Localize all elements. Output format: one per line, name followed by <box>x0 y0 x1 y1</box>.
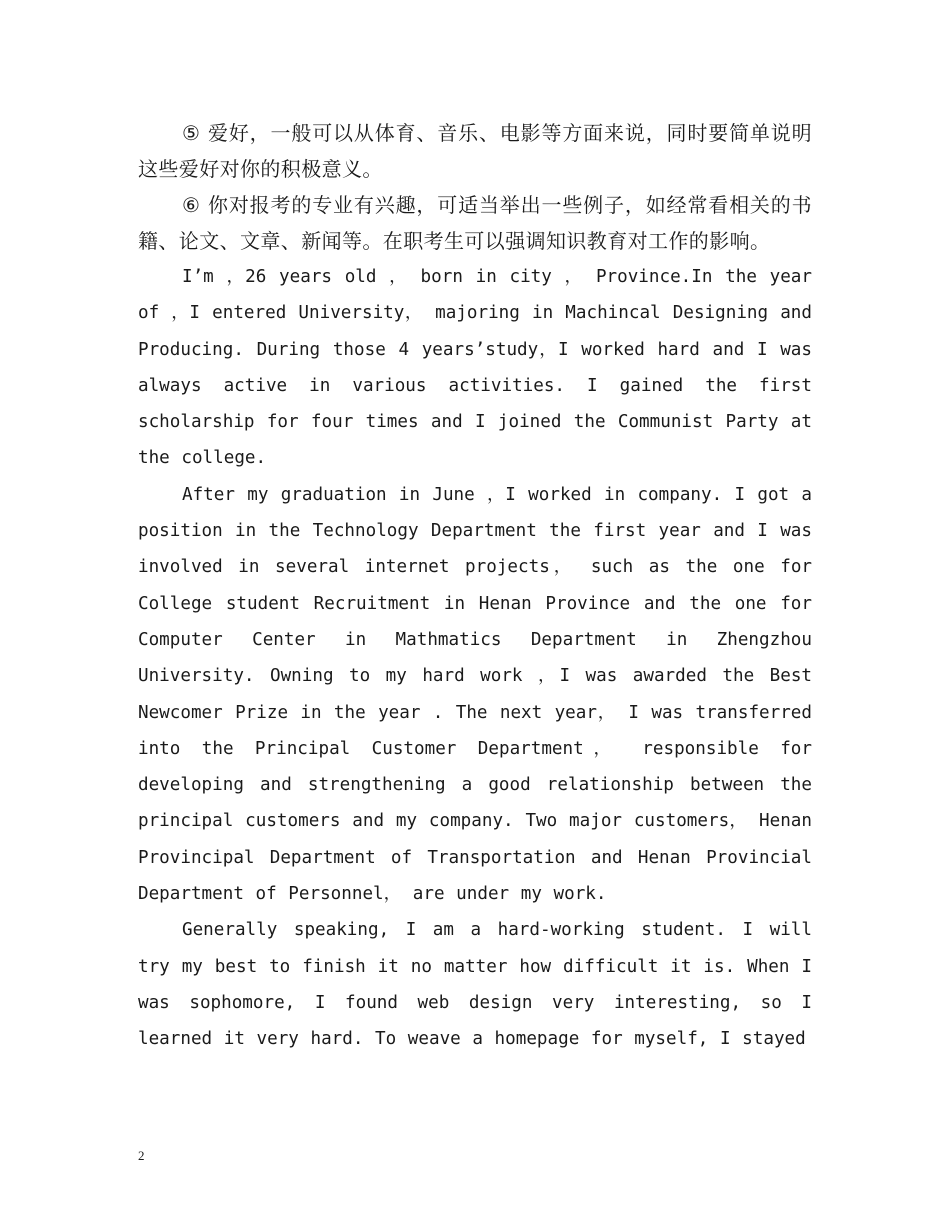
paragraph-self-introduction: I’m ，26 years old ， born in city ， Province.In the year of ，I entered University， majoring in Machincal Designing and Producing. During those 4 years’study，I worked hard and I was always active in various activities. I gained the first scholarship for four times and I joined the Communist Party at the college. <box>138 267 812 469</box>
paragraph-major-interest: ⑥ 你对报考的专业有兴趣，可适当举出一些例子，如经常看相关的书籍、论文、文章、新闻等。在职考生可以强调知识教育对工作的影响。 <box>138 193 812 253</box>
paragraph-work-experience: After my graduation in June ，I worked in company. I got a position in the Technology Department the first year and I was involved in several internet projects， such as the one for College student Recruitment in Henan Province and the one for Computer Center in Mathmatics Department in Zhengzhou University. Owning to my hard work ，I was awarded the Best Newcomer Prize in the year . The next year， I was transferred into the Principal Customer Department， responsible for developing and strengthening a good relationship between the principal customers and my company. Two major customers， Henan Provincipal Department of Transportation and Henan Provincial Department of Personnel， are under my work. <box>138 484 812 905</box>
paragraph-personality: Generally speaking, I am a hard-working student. I will try my best to finish it no matter how difficult it is. When I was sophomore, I found web design very interesting, so I learned it very hard. To weave a homepage for myself, I stayed <box>138 920 812 1050</box>
paragraph-hobbies: ⑤ 爱好，一般可以从体育、音乐、电影等方面来说，同时要简单说明这些爱好对你的积极意义。 <box>138 121 812 181</box>
page-number: 2 <box>138 1148 145 1163</box>
document-body <box>138 115 812 1058</box>
